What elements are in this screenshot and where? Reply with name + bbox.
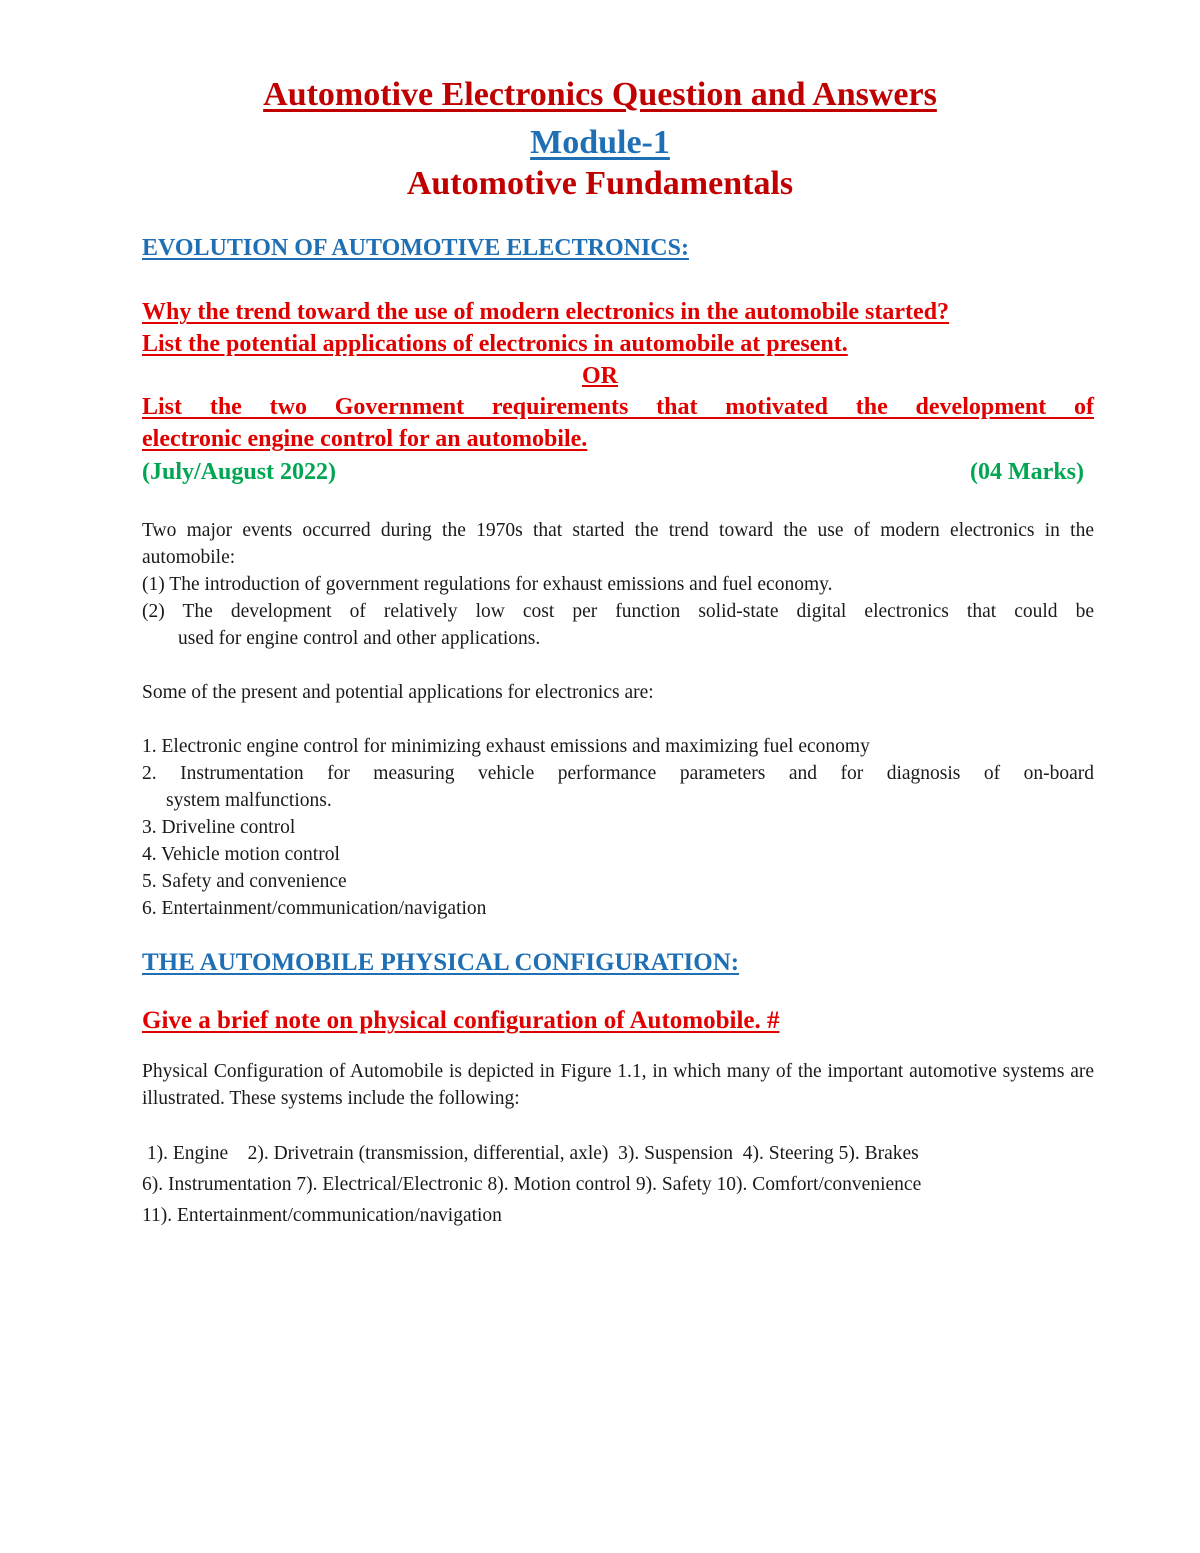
- event-text: The introduction of government regulations for exhaust emissions and fuel economy.: [169, 574, 833, 595]
- question-line-4: electronic engine control for an automobile.: [142, 426, 588, 452]
- event-number: (2): [142, 601, 165, 622]
- question-line-3: List the two Government requirements that motivated the development of: [142, 394, 1094, 420]
- section-heading-evolution: EVOLUTION OF AUTOMOTIVE ELECTRONICS:: [142, 235, 689, 261]
- question-line-1: Why the trend toward the use of modern electronics in the automobile started?: [142, 299, 950, 325]
- question-configuration: Give a brief note on physical configuration of Automobile. #: [142, 1007, 780, 1034]
- exam-info: [142, 457, 1084, 487]
- systems-line: 1). Engine 2). Drivetrain (transmission, differential, axle) 3). Suspension 4). Steering 5). Brakes: [142, 1143, 919, 1164]
- intro-paragraph: Two major events occurred during the 1970s that started the trend toward the use of modern electronics in the automobile:: [142, 520, 1094, 568]
- list-item: 5. Safety and convenience: [142, 871, 347, 892]
- section-heading-configuration: THE AUTOMOBILE PHYSICAL CONFIGURATION:: [142, 949, 740, 976]
- marks-label: (04 Marks): [970, 459, 1084, 485]
- list-item: 2. Instrumentation for measuring vehicle performance parameters and for diagnosis of on-board: [142, 763, 1094, 784]
- exam-session: (July/August 2022): [142, 459, 337, 485]
- or-separator: OR: [582, 363, 618, 389]
- event-text: The development of relatively low cost per function solid-state digital electronics that could be: [182, 601, 1094, 622]
- list-item: 3. Driveline control: [142, 817, 296, 838]
- module-title: Module-1: [530, 124, 670, 161]
- list-item-continuation: system malfunctions.: [166, 790, 332, 811]
- systems-line: 11). Entertainment/communication/navigation: [142, 1205, 502, 1226]
- configuration-paragraph: Physical Configuration of Automobile is depicted in Figure 1.1, in which many of the important automotive systems are illustrated. These systems include the following:: [142, 1061, 1094, 1109]
- event-item: [142, 571, 1094, 598]
- list-item: 1. Electronic engine control for minimizing exhaust emissions and maximizing fuel economy: [142, 736, 870, 757]
- systems-line: 6). Instrumentation 7). Electrical/Electronic 8). Motion control 9). Safety 10). Comfort/convenience: [142, 1174, 922, 1195]
- module-subtitle: Automotive Fundamentals: [406, 165, 794, 202]
- event-continuation: used for engine control and other applications.: [178, 628, 541, 649]
- question-line-2: List the potential applications of electronics in automobile at present.: [142, 331, 848, 357]
- list-item: 6. Entertainment/communication/navigation: [142, 898, 487, 919]
- list-item: 4. Vehicle motion control: [142, 844, 340, 865]
- document-title: Automotive Electronics Question and Answers: [263, 76, 937, 113]
- event-item: [142, 598, 1094, 625]
- applications-intro: Some of the present and potential applications for electronics are:: [142, 682, 654, 703]
- event-number: (1): [142, 574, 165, 595]
